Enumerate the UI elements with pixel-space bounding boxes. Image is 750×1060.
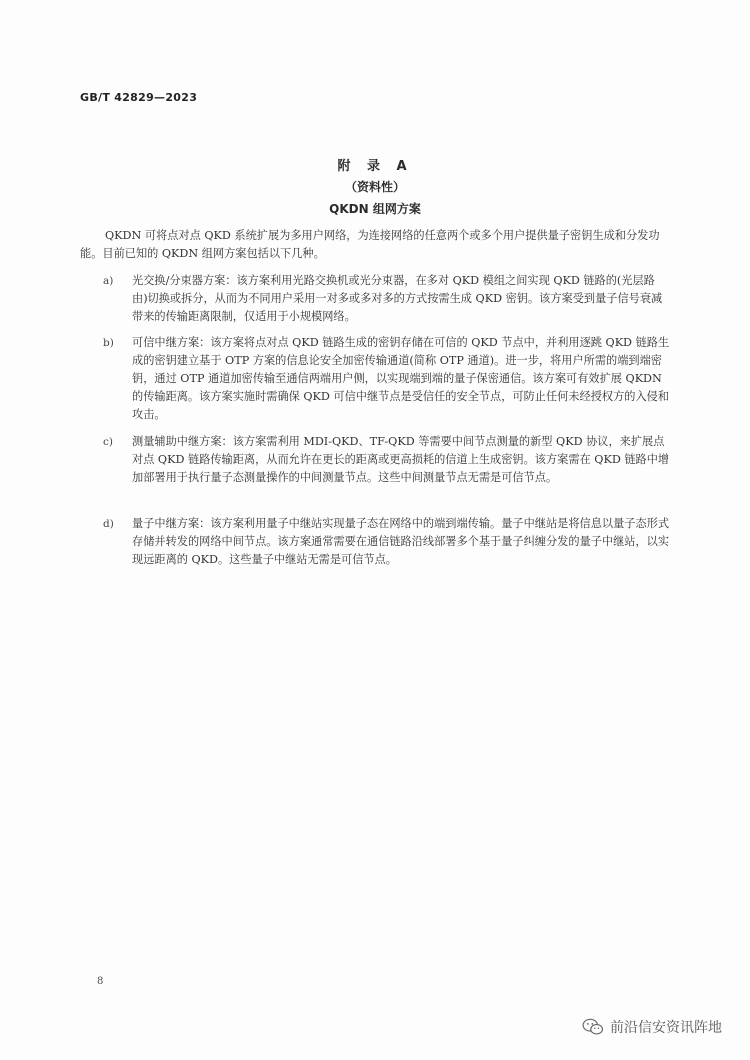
annex-nature: （资料性）	[344, 180, 405, 194]
standard-code: GB/T 42829—2023	[80, 91, 198, 104]
list-item-text: 测量辅助中继方案：该方案需利用 MDI-QKD、TF-QKD 等需要中间节点测量的新型 QKD 协议，来扩展点对点 QKD 链路传输距离，从而允许在更长的距离或更高损耗的信道上生成密钥。该方案需在 QKD 链路中增加部署用于执行量子态测量操作的中间测量节点。这些中间测量节点无需是可信节点。	[132, 435, 670, 484]
list-marker: a)	[103, 275, 114, 287]
list-item	[80, 334, 670, 424]
list-item	[80, 433, 670, 487]
list-item	[80, 272, 670, 326]
watermark-text: 前沿信安资讯阵地	[610, 1020, 722, 1036]
page-number: 8	[97, 976, 104, 987]
list-item	[80, 515, 670, 569]
wechat-icon	[582, 1018, 604, 1036]
intro-paragraph: QKDN 可将点对点 QKD 系统扩展为多用户网络，为连接网络的任意两个或多个用户提供量子密钥生成和分发功能。目前已知的 QKDN 组网方案包括以下几种。	[80, 229, 660, 260]
watermark	[582, 1017, 722, 1037]
list-marker: b)	[103, 337, 114, 349]
list-marker: d)	[103, 518, 114, 530]
list-item-text: 可信中继方案：该方案将点对点 QKD 链路生成的密钥存储在可信的 QKD 节点中，并利用逐跳 QKD 链路生成的密钥建立基于 OTP 方案的信息论安全加密传输通道(简称 OTP 通道)。进一步，将用户所需的端到端密钥，通过 OTP 通道加密传输至通信两端用户侧，以实现端到端的量子保密通信。该方案可有效扩展 QKDN 的传输距离。该方案实施时需确保 QKD 可信中继节点是受信任的安全节点，可防止任何未经授权方的入侵和攻击。	[132, 336, 670, 421]
list-marker: c)	[103, 436, 113, 448]
list-item-text: 量子中继方案：该方案利用量子中继站实现量子态在网络中的端到端传输。量子中继站是将信息以量子态形式存储并转发的网络中间节点。该方案通常需要在通信链路沿线部署多个基于量子纠缠分发的量子中继站，以实现远距离的 QKD。这些量子中继站无需是可信节点。	[132, 517, 670, 566]
list-item-text: 光交换/分束器方案：该方案利用光路交换机或光分束器，在多对 QKD 模组之间实现 QKD 链路的(光层路由)切换或拆分，从而为不同用户采用一对多或多对多的方式按需生成 QKD 密钥。该方案受到量子信号衰减带来的传输距离限制，仅适用于小规模网络。	[132, 274, 663, 323]
annex-title: 附 录 A	[337, 159, 413, 174]
annex-heading: QKDN 组网方案	[329, 202, 421, 216]
